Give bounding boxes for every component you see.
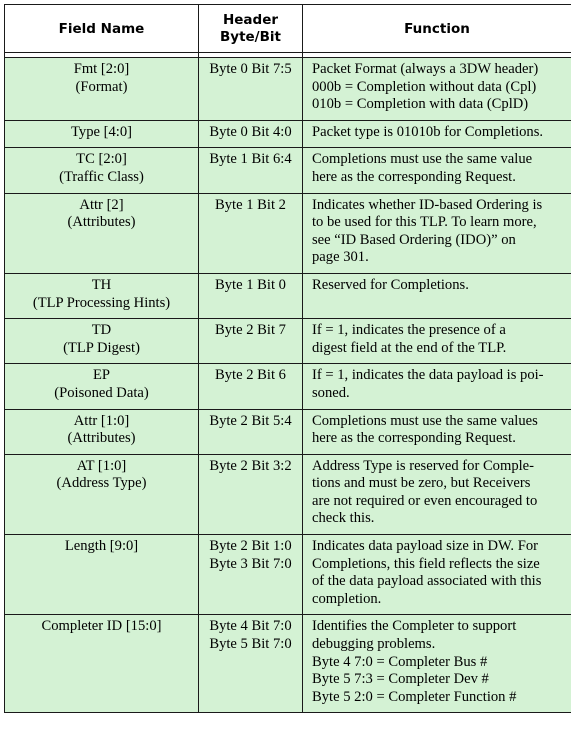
field-name-cell <box>5 535 199 615</box>
function-description-cell <box>303 615 572 713</box>
header-byte-bit-line: Byte 5 Bit 7:0 <box>209 636 292 653</box>
table-row <box>5 409 572 454</box>
header-byte-bit-cell <box>199 409 303 454</box>
header-byte-bit-cell <box>199 193 303 273</box>
function-description-cell <box>303 273 572 318</box>
field-name-line: Attr [2] <box>79 196 124 213</box>
function-description-line: Byte 5 2:0 = Completer Function # <box>312 688 517 705</box>
function-description-line: Indicates data payload size in DW. For <box>312 538 539 555</box>
field-name-line: (TLP Digest) <box>63 339 140 356</box>
field-name-line: Attr [1:0] <box>73 412 130 429</box>
function-description-line: 000b = Completion without data (Cpl) <box>312 78 537 95</box>
field-name-line: Fmt [2:0] <box>73 61 130 77</box>
header-byte-bit-cell <box>199 615 303 713</box>
field-name-line: EP <box>92 367 111 384</box>
header-byte-bit-line: Byte 1 Bit 2 <box>215 196 286 213</box>
header-byte-bit-cell <box>199 58 303 121</box>
header-byte-bit-cell <box>199 319 303 364</box>
function-description-cell <box>303 319 572 364</box>
field-name-line: (TLP Processing Hints) <box>32 294 171 311</box>
function-description-line: Byte 4 7:0 = Completer Bus # <box>312 653 488 670</box>
function-description-line: here as the corresponding Request. <box>312 430 516 447</box>
table-row <box>5 273 572 318</box>
header-byte-bit-line: Byte 4 Bit 7:0 <box>209 618 292 635</box>
function-description-line: page 301. <box>312 249 369 266</box>
table-row <box>5 58 572 121</box>
function-description-line: Indicates whether ID-based Ordering is <box>312 196 543 213</box>
table-row <box>5 364 572 409</box>
function-description-line: If = 1, indicates the data payload is poi- <box>312 367 544 384</box>
header-byte-bit-line: Byte 2 Bit 7 <box>215 322 286 339</box>
header-byte-bit-line: Byte 0 Bit 7:5 <box>209 61 292 77</box>
function-description-line: here as the corresponding Request. <box>312 168 516 185</box>
header-byte-bit-line: Byte 2 Bit 1:0 <box>209 538 292 555</box>
function-description-line: soned. <box>312 384 350 401</box>
field-name-line: Completer ID [15:0] <box>41 618 162 635</box>
function-description-line: see “ID Based Ordering (IDO)” on <box>312 231 516 248</box>
function-description-line: to be used for this TLP. To learn more, <box>312 214 537 231</box>
function-description-line: Completions, this field reflects the size <box>312 555 540 572</box>
field-name-line: AT [1:0] <box>76 457 127 474</box>
function-description-cell <box>303 364 572 409</box>
field-name-line: (Address Type) <box>56 475 147 492</box>
field-name-line: TD <box>91 322 112 339</box>
function-description-cell <box>303 58 572 121</box>
field-name-line: Type [4:0] <box>71 123 132 140</box>
function-description-line: 010b = Completion with data (CplD) <box>312 96 529 113</box>
table-row <box>5 148 572 193</box>
completion-header-fields-table <box>4 4 571 713</box>
field-name-line: (Attributes) <box>67 214 136 231</box>
header-byte-bit-cell <box>199 148 303 193</box>
header-byte-bit-cell <box>199 535 303 615</box>
table-row <box>5 193 572 273</box>
function-description-line: completion. <box>312 590 382 607</box>
completion-header-table-container <box>4 4 571 730</box>
function-description-line: of the data payload associated with this <box>312 573 542 590</box>
header-byte-bit-line: Byte 0 Bit 4:0 <box>209 123 292 140</box>
function-description-cell <box>303 148 572 193</box>
function-description-line: check this. <box>312 510 375 527</box>
function-description-line: If = 1, indicates the presence of a <box>312 322 506 339</box>
field-name-line: (Poisoned Data) <box>54 384 149 401</box>
table-row <box>5 319 572 364</box>
column-header-function: Function <box>303 5 572 53</box>
header-byte-bit-line: Byte 1 Bit 0 <box>215 276 286 293</box>
function-description-line: Completions must use the same value <box>312 151 533 168</box>
table-row <box>5 120 572 148</box>
header-byte-bit-line: Byte 2 Bit 6 <box>215 367 286 384</box>
header-byte-bit-line: Byte 1 Bit 6:4 <box>209 151 292 168</box>
function-description-cell <box>303 535 572 615</box>
field-name-cell <box>5 58 199 121</box>
table-body <box>5 58 572 713</box>
column-header-byte-bit <box>199 5 303 53</box>
function-description-line: Address Type is reserved for Comple- <box>312 457 535 474</box>
header-byte-bit-line: Byte 2 Bit 5:4 <box>209 412 292 429</box>
field-name-line: (Format) <box>75 78 128 95</box>
header-byte-bit-cell <box>199 273 303 318</box>
function-description-line: Byte 5 7:3 = Completer Dev # <box>312 671 489 688</box>
field-name-cell <box>5 319 199 364</box>
header-byte-bit-line: Byte 2 Bit 3:2 <box>209 457 292 474</box>
header-byte-bit-cell <box>199 120 303 148</box>
function-description-cell <box>303 409 572 454</box>
field-name-cell <box>5 364 199 409</box>
column-header-byte-bit-line2: Byte/Bit <box>219 29 281 45</box>
column-header-field-name: Field Name <box>5 5 199 53</box>
table-row <box>5 454 572 534</box>
field-name-cell <box>5 148 199 193</box>
function-description-line: are not required or even encouraged to <box>312 492 538 509</box>
field-name-cell <box>5 193 199 273</box>
header-byte-bit-line: Byte 3 Bit 7:0 <box>209 555 292 572</box>
field-name-line: TC [2:0] <box>76 151 127 168</box>
table-row <box>5 615 572 713</box>
function-description-cell <box>303 193 572 273</box>
field-name-line: Length [9:0] <box>64 538 139 555</box>
field-name-cell <box>5 454 199 534</box>
header-byte-bit-cell <box>199 454 303 534</box>
function-description-line: tions and must be zero, but Receivers <box>312 475 531 492</box>
field-name-line: (Attributes) <box>67 430 136 447</box>
field-name-cell <box>5 273 199 318</box>
field-name-cell <box>5 409 199 454</box>
function-description-line: Packet Format (always a 3DW header) <box>312 61 539 77</box>
field-name-line: (Traffic Class) <box>59 168 144 185</box>
function-description-cell <box>303 120 572 148</box>
function-description-line: debugging problems. <box>312 636 436 653</box>
function-description-line: Completions must use the same values <box>312 412 538 429</box>
table-row <box>5 535 572 615</box>
function-description-line: Identifies the Completer to support <box>312 618 517 635</box>
function-description-line: digest field at the end of the TLP. <box>312 339 507 356</box>
function-description-line: Packet type is 01010b for Completions. <box>312 123 544 140</box>
field-name-cell <box>5 615 199 713</box>
field-name-cell <box>5 120 199 148</box>
header-byte-bit-cell <box>199 364 303 409</box>
function-description-cell <box>303 454 572 534</box>
function-description-line: Reserved for Completions. <box>312 276 469 293</box>
table-header <box>5 5 572 58</box>
column-header-byte-bit-line1: Header <box>222 12 279 28</box>
field-name-line: TH <box>91 276 112 293</box>
